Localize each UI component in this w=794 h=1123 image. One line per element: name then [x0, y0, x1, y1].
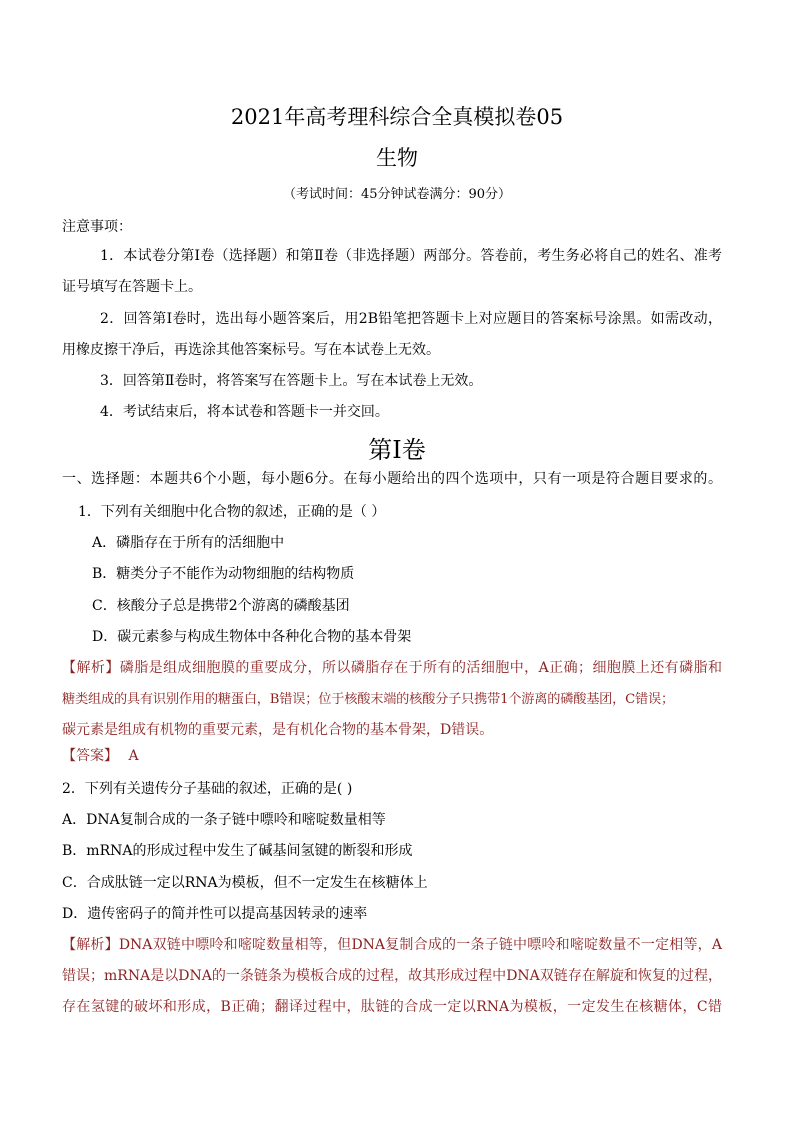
notes-heading: 注意事项： [62, 219, 132, 235]
notes-item-1-line-1: 1．本试卷分第Ⅰ卷（选择题）和第Ⅱ卷（非选择题）两部分。答卷前，考生务必将自己的姓名、准考 [100, 248, 722, 264]
section-heading: 第Ⅰ卷 [368, 436, 426, 464]
question-1-analysis-line-3: 碳元素是组成有机物的重要元素，是有机化合物的基本骨架，D错误。 [62, 722, 494, 738]
question-2-option-d: D．遗传密码子的简并性可以提高基因转录的速率 [62, 906, 368, 922]
answer-value: A [128, 748, 139, 764]
exam-info: （考试时间：45分钟试卷满分：90分） [282, 187, 512, 202]
document-title: 2021年高考理科综合全真模拟卷05 [230, 105, 564, 129]
question-1-analysis-line-2: 糖类组成的具有识别作用的糖蛋白，B错误；位于核酸末端的核酸分子只携带1个游离的磷酸基团，C错误； [62, 692, 675, 707]
question-1-answer [62, 746, 139, 766]
question-1-option-b: B．糖类分子不能作为动物细胞的结构物质 [92, 566, 355, 582]
question-1-option-a: A．磷脂存在于所有的活细胞中 [92, 535, 285, 551]
notes-item-2-line-2: 用橡皮擦干净后，再选涂其他答案标号。写在本试卷上无效。 [62, 342, 440, 358]
analysis-label: 【解析】 [62, 937, 119, 953]
question-2-stem: 2．下列有关遗传分子基础的叙述，正确的是( ) [62, 781, 353, 797]
question-2-option-c: C．合成肽链一定以RNA为模板，但不一定发生在核糖体上 [62, 875, 428, 891]
subject-heading: 生物 [376, 146, 418, 170]
notes-item-4: 4．考试结束后，将本试卷和答题卡一并交回。 [100, 404, 389, 420]
notes-item-1-line-2: 证号填写在答题卡上。 [62, 279, 202, 295]
question-1-analysis-line-1: 【解析】磷脂是组成细胞膜的重要成分，所以磷脂存在于所有的活细胞中，A正确；细胞膜上还有磷脂和 [62, 660, 723, 676]
question-2-analysis-line-2: 错误；mRNA是以DNA的一条链条为模板合成的过程，故其形成过程中DNA双链存在解旋和恢复的过程， [62, 968, 722, 984]
question-2-option-b: B．mRNA的形成过程中发生了碱基间氢键的断裂和形成 [62, 843, 413, 859]
section-instruction: 一、选择题：本题共6个小题，每小题6分。在每小题给出的四个选项中，只有一项是符合题目要求的。 [62, 471, 722, 487]
question-1-stem: 1．下列有关细胞中化合物的叙述，正确的是（ ） [78, 504, 386, 520]
notes-item-2-line-1: 2．回答第Ⅰ卷时，选出每小题答案后，用2B铅笔把答题卡上对应题目的答案标号涂黑。如需改动， [100, 311, 722, 327]
question-2-option-a: A．DNA复制合成的一条子链中嘌呤和嘧啶数量相等 [62, 812, 386, 828]
notes-item-3: 3．回答第Ⅱ卷时，将答案写在答题卡上。写在本试卷上无效。 [100, 373, 483, 389]
question-1-option-d: D．碳元素参与构成生物体中各种化合物的基本骨架 [92, 629, 412, 645]
answer-label: 【答案】 [62, 748, 118, 764]
question-2-analysis-line-3: 存在氢键的破坏和形成，B正确；翻译过程中，肽链的合成一定以RNA为模板，一定发生在核糖体，C错 [62, 999, 722, 1015]
question-2-analysis-line-1: 【解析】DNA双链中嘌呤和嘧啶数量相等，但DNA复制合成的一条子链中嘌呤和嘧啶数量不一定相等，A [62, 937, 722, 953]
analysis-label: 【解析】 [62, 660, 120, 676]
question-1-option-c: C．核酸分子总是携带2个游离的磷酸基团 [92, 598, 350, 614]
